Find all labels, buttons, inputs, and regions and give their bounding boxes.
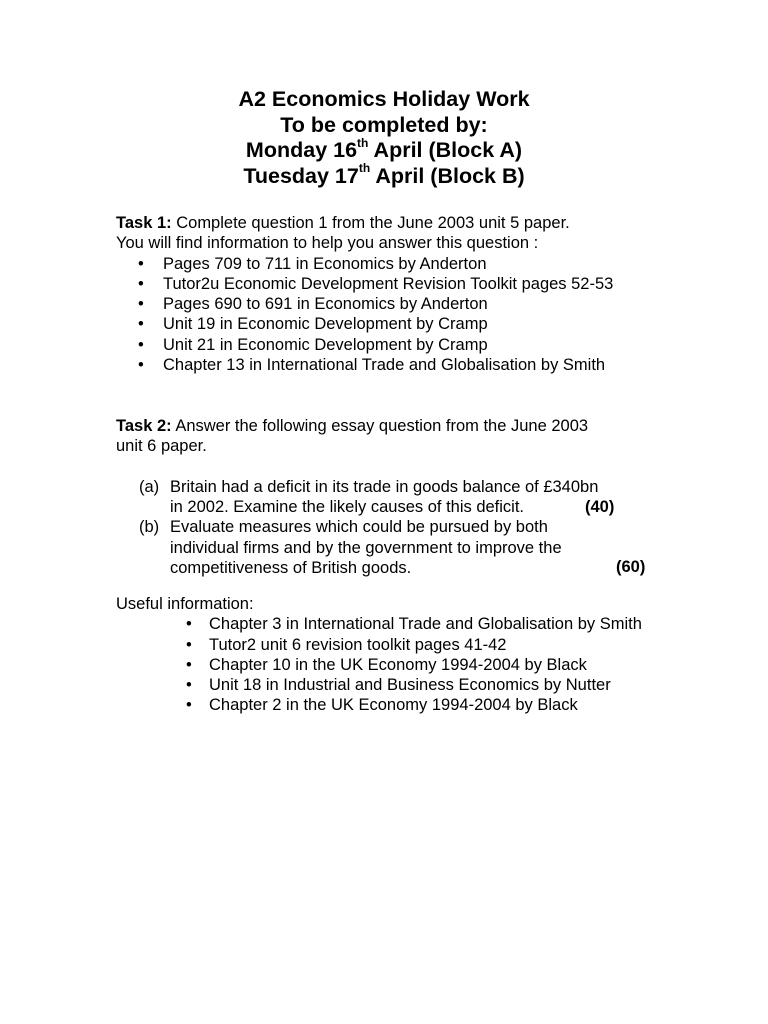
title-line-4-rest: April (Block B) — [370, 163, 525, 188]
bullet-icon: • — [186, 655, 192, 674]
bullet-icon: • — [138, 335, 144, 354]
list-item-text: Unit 18 in Industrial and Business Economics by Nutter — [209, 676, 611, 695]
title-line-1: A2 Economics Holiday Work — [238, 87, 530, 111]
task-2-text-continued: unit 6 paper. — [116, 437, 207, 456]
list-item — [116, 614, 654, 634]
useful-information-heading: Useful information: — [116, 595, 254, 613]
bullet-icon: • — [138, 356, 144, 375]
bullet-icon: • — [138, 254, 144, 273]
title-line-4-ordinal: th — [358, 161, 371, 176]
task-1-section — [116, 213, 756, 375]
list-item — [116, 695, 654, 715]
question-marks: (40) — [585, 497, 615, 516]
list-item-text: Tutor2 unit 6 revision toolkit pages 41-42 — [209, 635, 507, 654]
list-item-text: Chapter 10 in the UK Economy 1994-2004 by Black — [209, 655, 587, 674]
list-item — [116, 335, 648, 355]
essay-question-b — [116, 517, 648, 578]
question-text-line: in 2002. Examine the likely causes of this deficit. — [170, 498, 525, 517]
list-item — [116, 355, 683, 375]
list-item — [116, 254, 648, 274]
task-1-label: Task 1: — [116, 214, 172, 232]
list-item-text: Pages 709 to 711 in Economics by Anderton — [163, 254, 487, 273]
list-item-text: Unit 19 in Economic Development by Cramp — [163, 315, 488, 334]
question-letter: (a) — [139, 477, 160, 496]
bullet-icon: • — [138, 295, 144, 314]
question-marks: (60) — [616, 558, 646, 577]
task-1-resource-list — [116, 254, 756, 376]
useful-information-section — [116, 594, 756, 716]
question-letter: (b) — [139, 518, 160, 537]
bullet-icon: • — [186, 615, 192, 634]
task-1-heading — [116, 213, 756, 233]
title-line-4 — [0, 161, 768, 190]
bullet-icon: • — [186, 696, 192, 715]
list-item-text: Unit 21 in Economic Development by Cramp — [163, 335, 488, 354]
title-line-3-ordinal: th — [357, 135, 369, 150]
list-item-text: Pages 690 to 691 in Economics by Anderton — [163, 295, 488, 314]
list-item — [116, 314, 648, 334]
title-line-3-rest: April (Block A) — [368, 138, 523, 162]
list-item — [116, 635, 654, 655]
list-item-text: Chapter 2 in the UK Economy 1994-2004 by Black — [209, 696, 578, 715]
question-text-line: Britain had a deficit in its trade in goods balance of £340bn — [170, 477, 599, 496]
question-text-line: individual firms and by the government to improve the — [170, 538, 562, 557]
list-item-text: Chapter 3 in International Trade and Globalisation by Smith — [209, 615, 642, 634]
question-text-line: Evaluate measures which could be pursued by both — [170, 518, 548, 537]
task-2-label: Task 2: — [116, 417, 172, 435]
list-item-text: Tutor2u Economic Development Revision Toolkit pages 52-53 — [163, 274, 614, 293]
title-line-2: To be completed by: — [280, 112, 488, 137]
bullet-icon: • — [186, 676, 192, 695]
list-item — [116, 294, 648, 314]
bullet-icon: • — [186, 635, 192, 654]
task-2-heading — [116, 416, 756, 436]
bullet-icon: • — [138, 274, 144, 293]
useful-information-list — [116, 614, 756, 715]
document-title — [0, 87, 768, 189]
task-2-text: Answer the following essay question from the June 2003 — [171, 417, 589, 435]
task-2-section — [116, 416, 756, 578]
list-item — [116, 274, 648, 294]
list-item — [116, 655, 654, 675]
list-item — [116, 675, 679, 695]
essay-question-a — [116, 477, 648, 518]
list-item-text: Chapter 13 in International Trade and Globalisation by Smith — [163, 356, 606, 375]
bullet-icon: • — [138, 315, 144, 334]
title-line-3 — [0, 135, 768, 164]
task-1-text: Complete question 1 from the June 2003 unit 5 paper. — [171, 214, 570, 232]
question-text-line: competitiveness of British goods. — [170, 559, 412, 578]
title-line-3-text: Monday 16 — [245, 138, 358, 162]
title-line-4-text: Tuesday 17 — [243, 163, 359, 188]
task-1-intro: You will find information to help you answer this question : — [116, 234, 539, 253]
